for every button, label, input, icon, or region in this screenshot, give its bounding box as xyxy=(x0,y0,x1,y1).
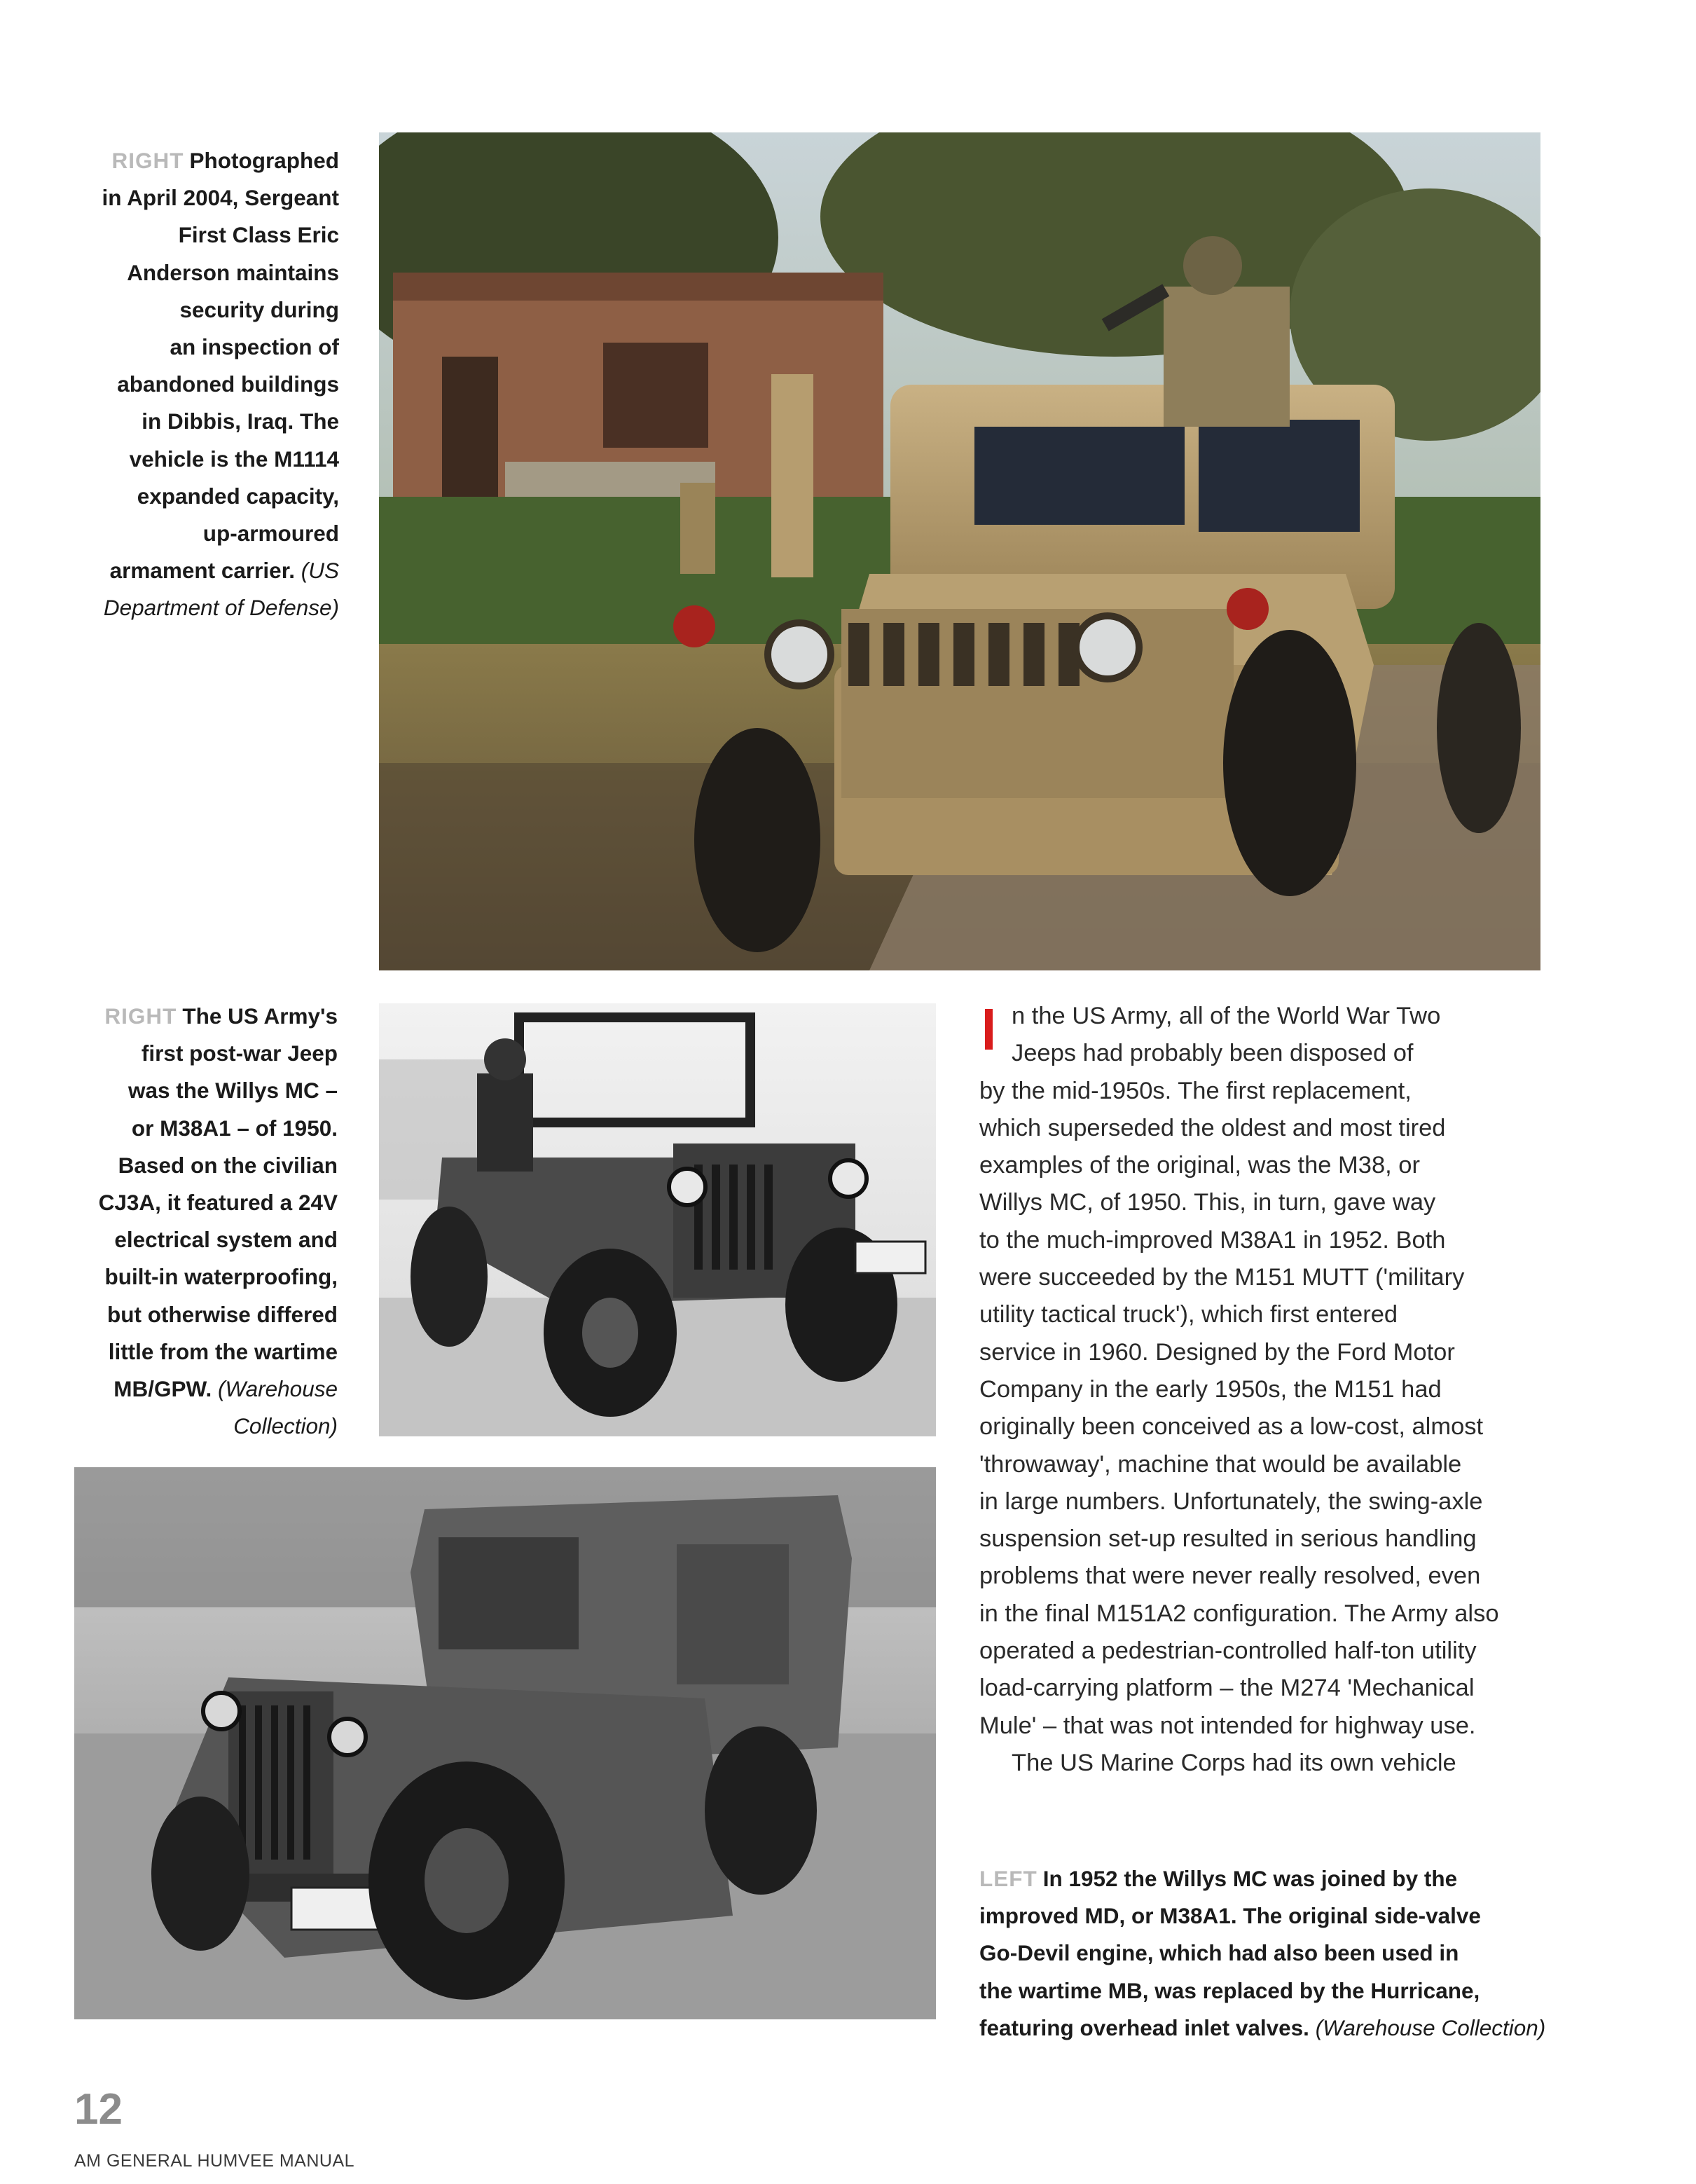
caption-lead-label: RIGHT xyxy=(111,148,184,173)
caption-lead-label: LEFT xyxy=(979,1866,1037,1891)
caption-line: Collection) xyxy=(233,1413,338,1439)
willys-mc-photo xyxy=(379,1003,936,1436)
body-line: which superseded the oldest and most tired xyxy=(979,1114,1446,1141)
caption-line: Go-Devil engine, which had also been used in xyxy=(979,1940,1459,1966)
body-line: Company in the early 1950s, the M151 had xyxy=(979,1375,1442,1403)
caption-line: security during xyxy=(179,296,339,322)
caption-line: improved MD, or M38A1. The original side-valve xyxy=(979,1903,1481,1929)
body-line: by the mid-1950s. The first replacement, xyxy=(979,1077,1412,1104)
photo-credit: (US xyxy=(301,558,339,584)
body-line: n the US Army, all of the World War Two xyxy=(1012,1003,1441,1029)
caption-line: First Class Eric xyxy=(178,222,339,248)
page-number: 12 xyxy=(74,2085,123,2134)
willys-md-photo xyxy=(74,1467,936,2019)
caption-line: up-armoured xyxy=(202,521,339,547)
caption-line: first post-war Jeep xyxy=(141,1041,338,1066)
caption-line: built-in waterproofing, xyxy=(104,1264,338,1290)
caption-line: armament carrier. (US xyxy=(109,558,339,584)
caption-line: but otherwise differed xyxy=(106,1301,338,1327)
caption-line: electrical system and xyxy=(114,1227,338,1253)
body-line: Mule' – that was not intended for highway use. xyxy=(979,1712,1476,1739)
body-line: examples of the original, was the M38, or xyxy=(979,1152,1420,1179)
caption-line: Department of Defense) xyxy=(103,595,339,621)
humvee-photo xyxy=(379,132,1540,970)
body-line: service in 1960. Designed by the Ford Motor xyxy=(979,1338,1455,1366)
caption-line: abandoned buildings xyxy=(117,371,339,397)
body-line: were succeeded by the M151 MUTT ('military xyxy=(979,1264,1465,1291)
body-line: suspension set-up resulted in serious handling xyxy=(979,1525,1477,1553)
caption-willys-mc xyxy=(67,998,338,1445)
caption-line: in Dibbis, Iraq. The xyxy=(142,408,339,434)
body-line: The US Marine Corps had its own vehicle xyxy=(1012,1749,1456,1776)
body-line: in the final M151A2 configuration. The Army also xyxy=(979,1600,1499,1627)
caption-line: RIGHT Photographed xyxy=(111,148,339,173)
body-line: in large numbers. Unfortunately, the swing-axle xyxy=(979,1488,1483,1515)
body-line: Willys MC, of 1950. This, in turn, gave way xyxy=(979,1189,1436,1216)
caption-line: or M38A1 – of 1950. xyxy=(131,1115,338,1141)
body-line: utility tactical truck'), which first entered xyxy=(979,1301,1398,1328)
running-title: AM GENERAL HUMVEE MANUAL xyxy=(74,2151,355,2171)
photo-credit: (Warehouse xyxy=(217,1376,338,1402)
caption-willys-md xyxy=(979,1860,1568,2047)
article-body xyxy=(979,998,1561,1782)
photo-credit: (Warehouse Collection) xyxy=(1315,2014,1546,2040)
body-line: originally been conceived as a low-cost, almost xyxy=(979,1413,1484,1441)
caption-line: Based on the civilian xyxy=(118,1152,338,1178)
caption-line: MB/GPW. (Warehouse xyxy=(113,1376,338,1402)
caption-line: expanded capacity, xyxy=(137,483,339,509)
caption-line: little from the wartime xyxy=(108,1338,338,1364)
caption-humvee xyxy=(67,142,339,627)
caption-line: Anderson maintains xyxy=(127,259,339,285)
caption-line: featuring overhead inlet valves. (Warehouse Collection) xyxy=(979,2014,1546,2040)
body-line: problems that were never really resolved, even xyxy=(979,1563,1481,1590)
body-line: to the much-improved M38A1 in 1952. Both xyxy=(979,1226,1446,1254)
caption-line: RIGHT The US Army's xyxy=(104,1003,338,1029)
body-line: load-carrying platform – the M274 'Mechanical xyxy=(979,1675,1475,1702)
caption-line: was the Willys MC – xyxy=(127,1078,338,1104)
body-line: 'throwaway', machine that would be available xyxy=(979,1450,1462,1478)
body-line: Jeeps had probably been disposed of xyxy=(1012,1040,1414,1067)
caption-lead-label: RIGHT xyxy=(104,1003,177,1029)
body-line: operated a pedestrian-controlled half-ton utility xyxy=(979,1637,1477,1665)
caption-line: vehicle is the M1114 xyxy=(129,446,339,472)
caption-line: LEFT In 1952 the Willys MC was joined by the xyxy=(979,1866,1458,1891)
caption-line: an inspection of xyxy=(170,334,339,360)
caption-line: in April 2004, Sergeant xyxy=(102,185,339,211)
caption-line: the wartime MB, was replaced by the Hurricane, xyxy=(979,1977,1480,2003)
caption-line: CJ3A, it featured a 24V xyxy=(98,1190,338,1216)
